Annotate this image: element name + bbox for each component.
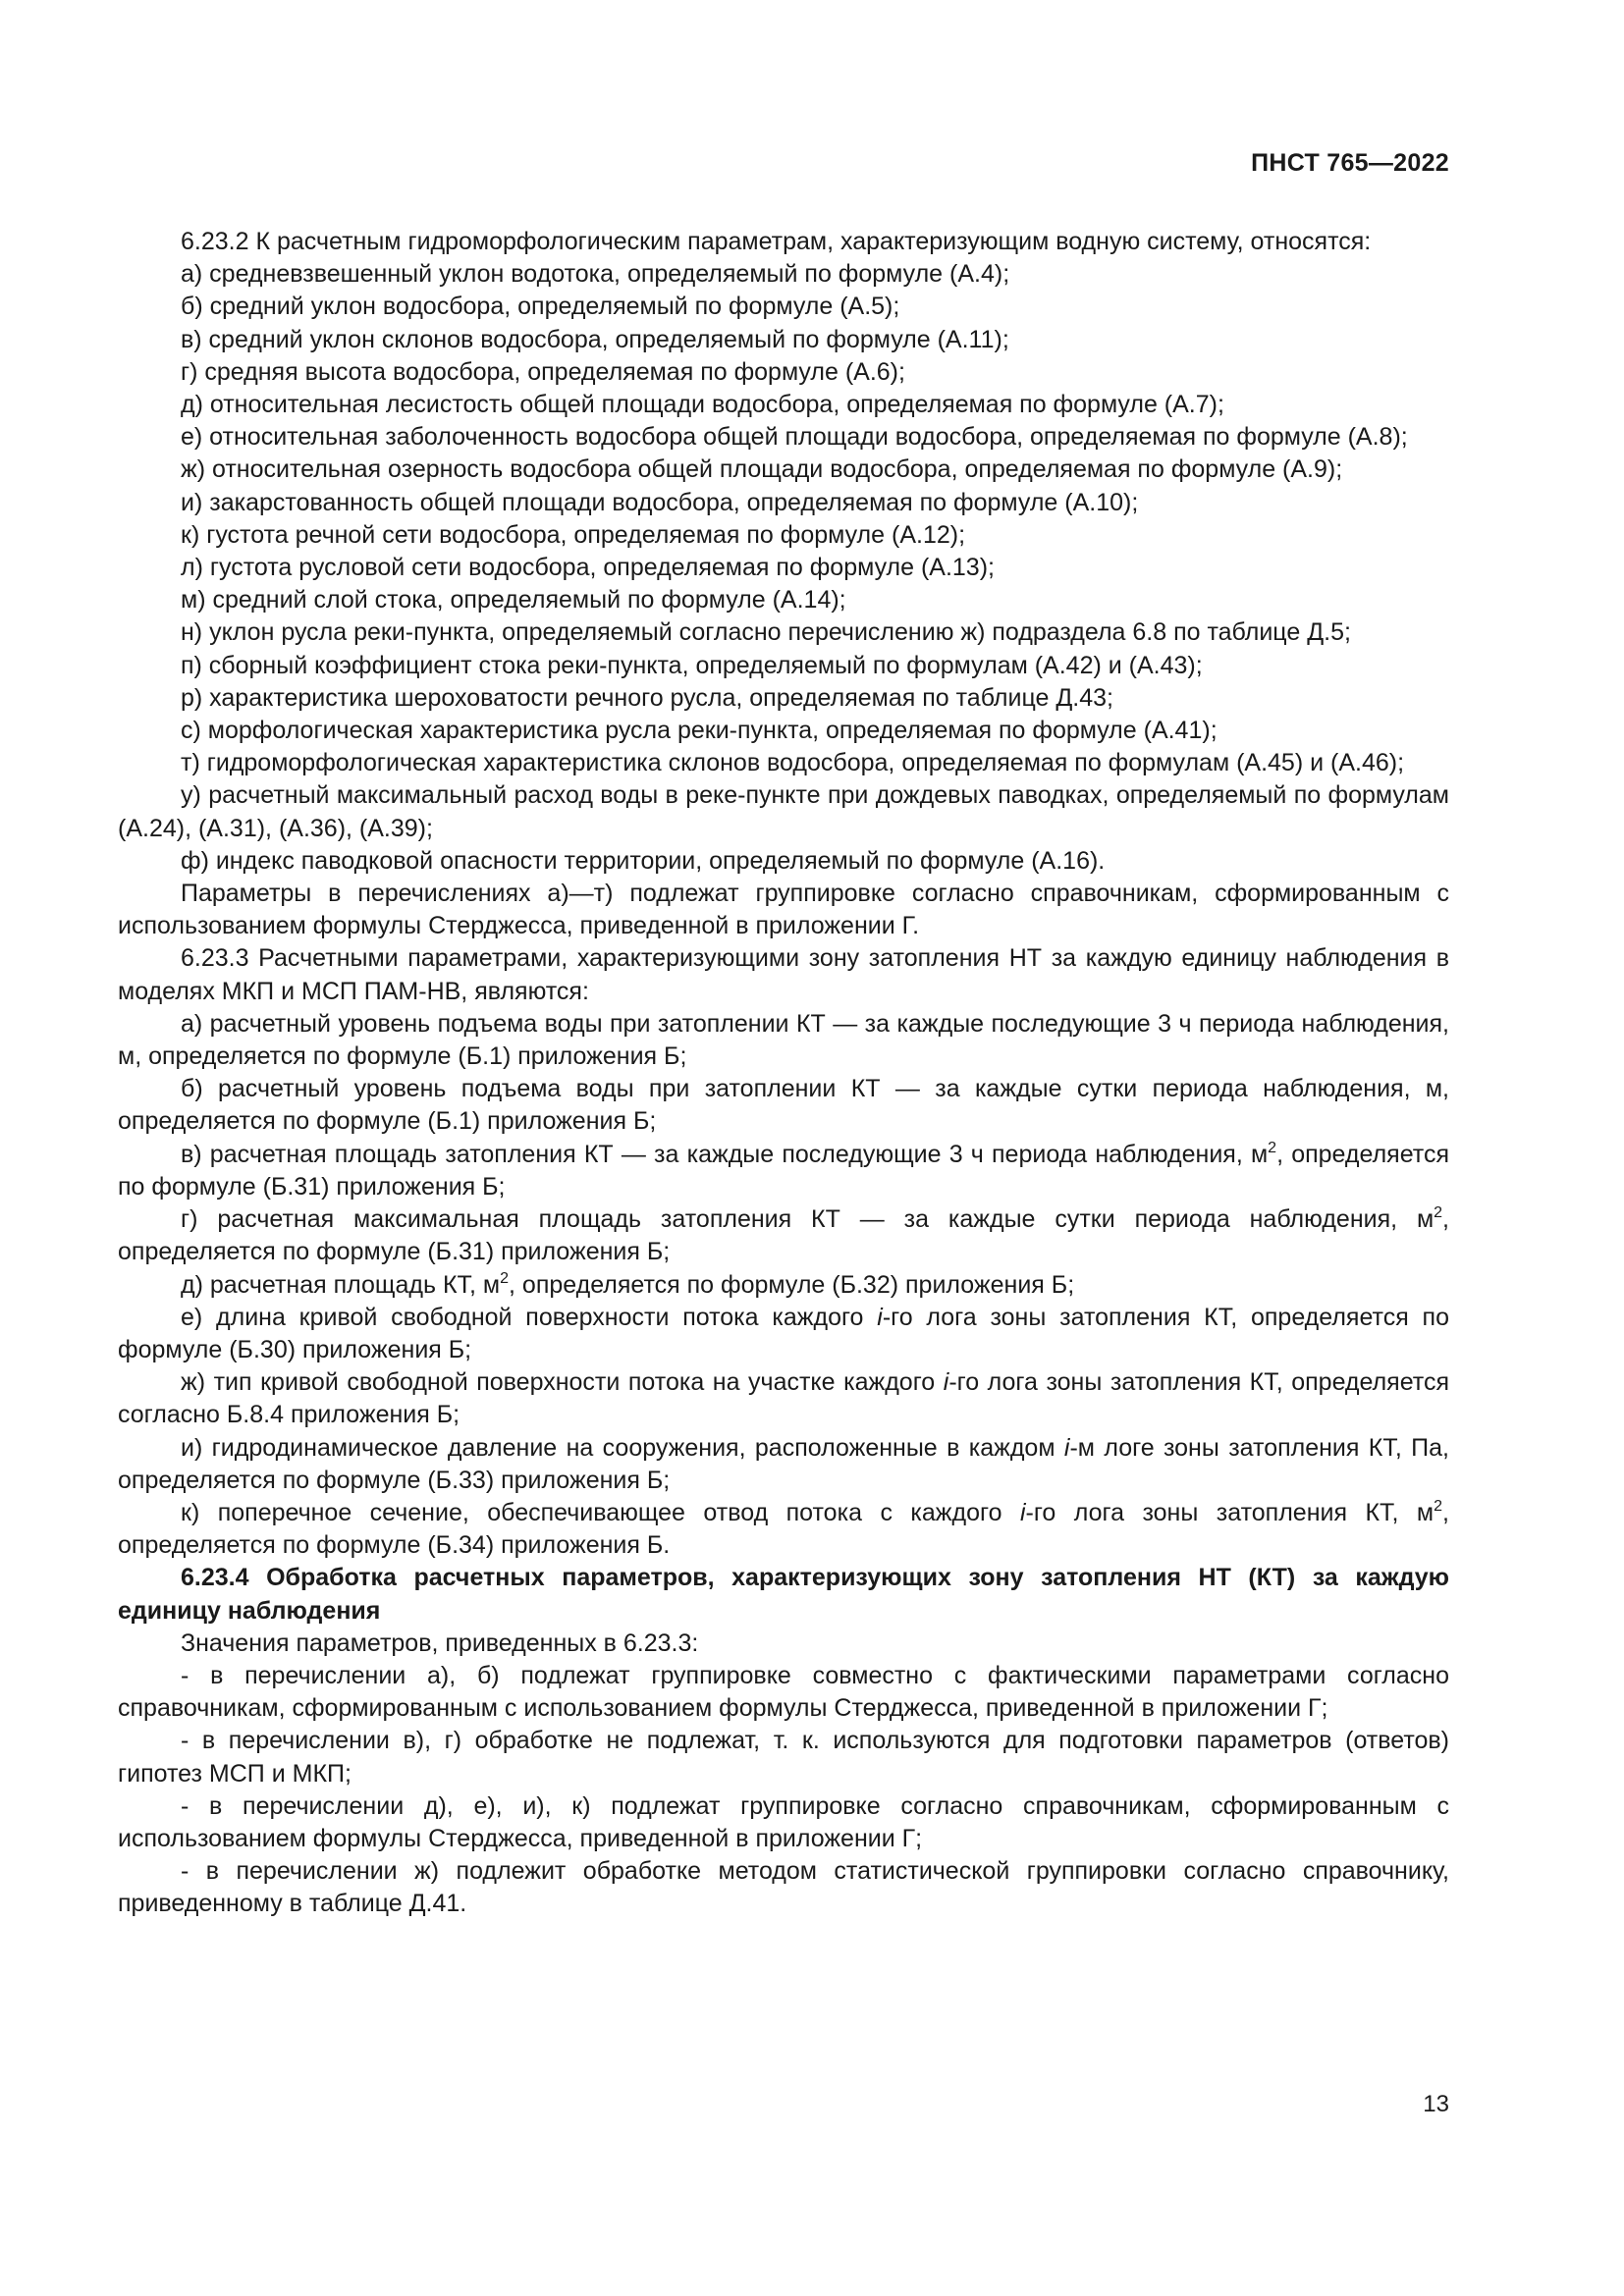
list-item: ф) индекс паводковой опасности территории, определяемый по формуле (А.16). bbox=[181, 846, 1106, 875]
list-item bbox=[118, 1302, 1449, 1366]
list-item: а) расчетный уровень подъема воды при затоплении КТ — за каждые последующие 3 ч периода наблюдения, м, определяется по формуле (Б.1) приложения Б; bbox=[118, 1009, 1449, 1071]
list-item: и) закарстованность общей площади водосбора, определяемая по формуле (А.10); bbox=[181, 488, 1139, 516]
italic-variable: i bbox=[877, 1303, 883, 1331]
italic-variable: i bbox=[1063, 1433, 1070, 1462]
list-item: е) относительная заболоченность водосбора общей площади водосбора, определяемая по формуле (А.8); bbox=[181, 423, 1408, 452]
text-run: -го лога зоны затопления КТ, определяется по формуле (Б.30) приложения Б; bbox=[118, 1303, 1449, 1363]
document-body bbox=[118, 226, 1449, 1921]
list-item: л) густота русловой сети водосбора, определяемая по формуле (А.13); bbox=[181, 554, 995, 582]
list-item: г) средняя высота водосбора, определяемая по формуле (А.6); bbox=[181, 357, 905, 386]
text-run: е) длина кривой свободной поверхности потока каждого bbox=[181, 1303, 878, 1331]
superscript: 2 bbox=[1434, 1204, 1443, 1222]
list-item bbox=[118, 1203, 1449, 1268]
list-item: у) расчетный максимальный расход воды в реке-пункте при дождевых паводках, определяемый по формулам (А.24), (А.31), (А.36), (А.39); bbox=[118, 781, 1449, 842]
superscript: 2 bbox=[1434, 1497, 1443, 1515]
list-item bbox=[118, 1139, 1449, 1203]
text-run: -го лога зоны затопления КТ, м bbox=[1025, 1498, 1435, 1526]
list-item bbox=[118, 1366, 1449, 1431]
page-number: 13 bbox=[1423, 2091, 1449, 2117]
text-run: , определяется по формуле (Б.31) приложения Б; bbox=[118, 1140, 1449, 1201]
list-item: д) относительная лесистость общей площади водосбора, определяемая по формуле (А.7); bbox=[181, 391, 1224, 419]
list-item: б) средний уклон водосбора, определяемый по формуле (А.5); bbox=[181, 293, 900, 321]
subsection-heading: 6.23.4 Обработка расчетных параметров, характеризующих зону затопления НТ (КТ) за каждую единицу наблюдения bbox=[118, 1564, 1449, 1625]
list-item: - в перечислении д), е), и), к) подлежат группировке согласно справочникам, сформированным с использованием формулы Стерджесса, приведенной в приложении Г; bbox=[118, 1791, 1449, 1852]
list-item: - в перечислении а), б) подлежат группировке совместно с фактическими параметрами согласно справочникам, сформированным с использованием формулы Стерджесса, приведенной в приложении Г; bbox=[118, 1661, 1449, 1723]
text-run: д) расчетная площадь КТ, м bbox=[181, 1270, 501, 1299]
list-item: - в перечислении ж) подлежит обработке методом статистической группировки согласно справочнику, приведенному в таблице Д.41. bbox=[118, 1857, 1449, 1918]
text-run: , определяется по формуле (Б.31) приложения Б; bbox=[118, 1205, 1449, 1266]
text-run: ж) тип кривой свободной поверхности потока на участке каждого bbox=[181, 1368, 944, 1397]
body-paragraph: Значения параметров, приведенных в 6.23.3: bbox=[181, 1629, 699, 1657]
list-item: р) характеристика шероховатости речного русла, определяемая по таблице Д.43; bbox=[181, 683, 1113, 712]
list-item: м) средний слой стока, определяемый по формуле (А.14); bbox=[181, 586, 846, 614]
superscript: 2 bbox=[1268, 1139, 1277, 1156]
list-item: с) морфологическая характеристика русла реки-пункта, определяемая по формуле (А.41); bbox=[181, 717, 1218, 745]
text-run: , определяется по формуле (Б.32) приложения Б; bbox=[509, 1270, 1075, 1299]
list-item: ж) относительная озерность водосбора общей площади водосбора, определяемая по формуле (А.9); bbox=[181, 455, 1343, 484]
list-item bbox=[118, 1269, 1449, 1302]
document-code: ПНСТ 765—2022 bbox=[1251, 149, 1449, 177]
list-item: б) расчетный уровень подъема воды при затоплении КТ — за каждые сутки периода наблюдения, м, определяется по формуле (Б.1) приложения Б; bbox=[118, 1075, 1449, 1136]
text-run: в) расчетная площадь затопления КТ — за каждые последующие 3 ч периода наблюдения, м bbox=[181, 1140, 1269, 1168]
text-run: -го лога зоны затопления КТ, определяется согласно Б.8.4 приложения Б; bbox=[118, 1368, 1449, 1429]
list-item: а) средневзвешенный уклон водотока, определяемый по формуле (А.4); bbox=[181, 260, 1010, 289]
section-paragraph: 6.23.2 К расчетным гидроморфологическим параметрам, характеризующим водную систему, относятся: bbox=[181, 228, 1372, 255]
text-run: к) поперечное сечение, обеспечивающее отвод потока с каждого bbox=[181, 1498, 1020, 1526]
section-paragraph: 6.23.3 Расчетными параметрами, характеризующими зону затопления НТ за каждую единицу наблюдения в моделях МКП и МСП ПАМ-НВ, являются: bbox=[118, 944, 1449, 1005]
list-item bbox=[118, 1497, 1449, 1562]
list-item bbox=[118, 1432, 1449, 1497]
list-item: в) средний уклон склонов водосбора, определяемый по формуле (А.11); bbox=[181, 325, 1009, 353]
list-item: п) сборный коэффициент стока реки-пункта, определяемый по формулам (А.42) и (А.43); bbox=[181, 651, 1203, 679]
note-paragraph: Параметры в перечислениях а)—т) подлежат группировке согласно справочникам, сформированным с использованием формулы Стерджесса, приведенной в приложении Г. bbox=[118, 880, 1449, 940]
italic-variable: i bbox=[1019, 1498, 1026, 1526]
list-item: т) гидроморфологическая характеристика склонов водосбора, определяемая по формулам (А.45) и (А.46); bbox=[181, 749, 1405, 777]
list-item: н) уклон русла реки-пункта, определяемый согласно перечислению ж) подраздела 6.8 по таблице Д.5; bbox=[181, 618, 1351, 647]
text-run: г) расчетная максимальная площадь затопления КТ — за каждые сутки периода наблюдения, м bbox=[181, 1205, 1435, 1234]
text-run: и) гидродинамическое давление на сооружения, расположенные в каждом bbox=[181, 1433, 1064, 1462]
list-item: - в перечислении в), г) обработке не подлежат, т. к. используются для подготовки параметров (ответов) гипотез МСП и МКП; bbox=[118, 1727, 1449, 1788]
text-run: , определяется по формуле (Б.34) приложения Б. bbox=[118, 1498, 1449, 1560]
text-run: -м логе зоны затопления КТ, Па, определяется по формуле (Б.33) приложения Б; bbox=[118, 1433, 1450, 1494]
list-item: к) густота речной сети водосбора, определяемая по формуле (А.12); bbox=[181, 520, 966, 549]
italic-variable: i bbox=[943, 1368, 949, 1397]
superscript: 2 bbox=[500, 1269, 510, 1287]
